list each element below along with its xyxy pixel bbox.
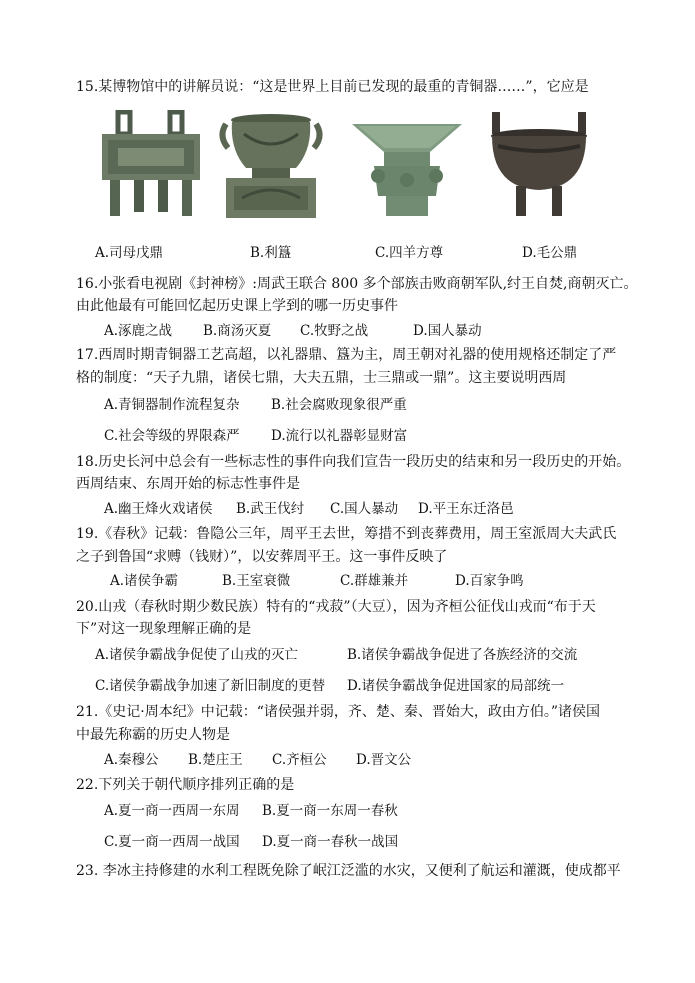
q17-option-a[interactable]: A.青铜器制作流程复杂: [104, 397, 240, 413]
q17-stem-line2: 格的制度：“天子九鼎，诸侯七鼎，大夫五鼎，士三鼎或一鼎”。这主要说明西周: [76, 370, 567, 386]
q20-option-d[interactable]: D.诸侯争霸战争促进国家的局部统一: [347, 678, 565, 694]
gui-vessel-icon: [212, 110, 330, 220]
q18-option-b[interactable]: B.武王伐纣: [236, 501, 305, 517]
q22-option-d[interactable]: D.夏一商一春秋一战国: [262, 834, 399, 850]
q16-option-d[interactable]: D.国人暴动: [413, 323, 482, 339]
q19-option-b[interactable]: B.王室衰微: [222, 573, 291, 589]
q22-option-c[interactable]: C.夏一商一西周一战国: [104, 834, 240, 850]
q18-option-a[interactable]: A.幽王烽火戏诸侯: [104, 501, 213, 517]
q22-option-b[interactable]: B.夏一商一东周一春秋: [262, 803, 398, 819]
q21-option-b[interactable]: B.楚庄王: [188, 752, 243, 768]
q17-option-b[interactable]: B.社会腐败现象很严重: [271, 397, 407, 413]
q18-stem-line1: 18.历史长河中总会有一些标志性的事件向我们宣告一段历史的结束和另一段历史的开始。: [76, 454, 631, 470]
q21-stem-line1: 21.《史记·周本纪》中记载：“诸侯强并弱，齐、楚、秦、晋始大，政由方伯。”诸侯国: [76, 704, 601, 720]
q15-option-c[interactable]: C.四羊方尊: [375, 245, 444, 261]
square-ding-icon: [92, 110, 210, 220]
four-ram-zun-image: [348, 110, 466, 220]
maogong-ding-image: [480, 110, 598, 220]
q19-option-a[interactable]: A.诸侯争霸: [110, 573, 179, 589]
q15-option-a[interactable]: A.司母戊鼎: [95, 245, 164, 261]
q20-option-a[interactable]: A.诸侯争霸战争促使了山戎的灭亡: [95, 647, 299, 663]
q18-option-d[interactable]: D.平王东迁洛邑: [418, 501, 514, 517]
q17-stem-line1: 17.西周时期青铜器工艺高超，以礼器鼎、簋为主，周王朝对礼器的使用规格还制定了严: [76, 347, 617, 363]
q19-option-d[interactable]: D.百家争鸣: [455, 573, 524, 589]
q15-stem: 15.某博物馆中的讲解员说：“这是世界上目前已发现的最重的青铜器……”，它应是: [76, 79, 589, 95]
q21-option-d[interactable]: D.晋文公: [356, 752, 412, 768]
q16-option-c[interactable]: C.牧野之战: [300, 323, 369, 339]
zun-vessel-icon: [348, 110, 466, 220]
q21-option-a[interactable]: A.秦穆公: [104, 752, 159, 768]
q17-option-c[interactable]: C.社会等级的界限森严: [104, 428, 240, 444]
li-gui-image: [212, 110, 330, 220]
q16-option-b[interactable]: B.商汤灭夏: [203, 323, 272, 339]
q20-option-c[interactable]: C.诸侯争霸战争加速了新旧制度的更替: [95, 678, 326, 694]
q20-option-b[interactable]: B.诸侯争霸战争促进了各族经济的交流: [347, 647, 578, 663]
q17-option-d[interactable]: D.流行以礼器彰显财富: [271, 428, 408, 444]
q19-stem-line1: 19.《春秋》记载：鲁隐公三年，周平王去世，筹措不到丧葬费用，周王室派周大夫武氏: [76, 526, 617, 542]
q22-stem: 22.下列关于朝代顺序排列正确的是: [76, 777, 295, 793]
q22-option-a[interactable]: A.夏一商一西周一东周: [104, 803, 240, 819]
q19-option-c[interactable]: C.群雄兼并: [340, 573, 409, 589]
q15-option-d[interactable]: D.毛公鼎: [522, 245, 578, 261]
q19-stem-line2: 之子到鲁国“求赙（钱财）”，以安葬周平王。这一事件反映了: [76, 549, 448, 565]
q15-option-b[interactable]: B.利簋: [250, 245, 292, 261]
q21-stem-line2: 中最先称霸的历史人物是: [76, 727, 230, 743]
q18-option-c[interactable]: C.国人暴动: [330, 501, 399, 517]
q20-stem-line2: 下”对这一现象理解正确的是: [76, 621, 252, 637]
q16-stem-line2: 由此他最有可能回忆起历史课上学到的哪一历史事件: [76, 298, 398, 314]
q23-stem-line1: 23. 李冰主持修建的水利工程既免除了岷江泛滥的水灾，又便利了航运和灌溉，使成都平: [76, 863, 621, 879]
q20-stem-line1: 20.山戎（春秋时期少数民族）特有的“戎菽”（大豆），因为齐桓公征伐山戎而“布于天: [76, 599, 596, 615]
q16-option-a[interactable]: A.涿鹿之战: [104, 323, 173, 339]
q21-option-c[interactable]: C.齐桓公: [272, 752, 327, 768]
simuwu-ding-image: [92, 110, 210, 220]
q16-stem-line1: 16.小张看电视剧《封神榜》:周武王联合 800 多个部族击败商朝军队,纣王自焚,商朝灭亡。: [76, 276, 638, 292]
q18-stem-line2: 西周结束、东周开始的标志性事件是: [76, 476, 300, 492]
round-ding-icon: [480, 110, 598, 220]
